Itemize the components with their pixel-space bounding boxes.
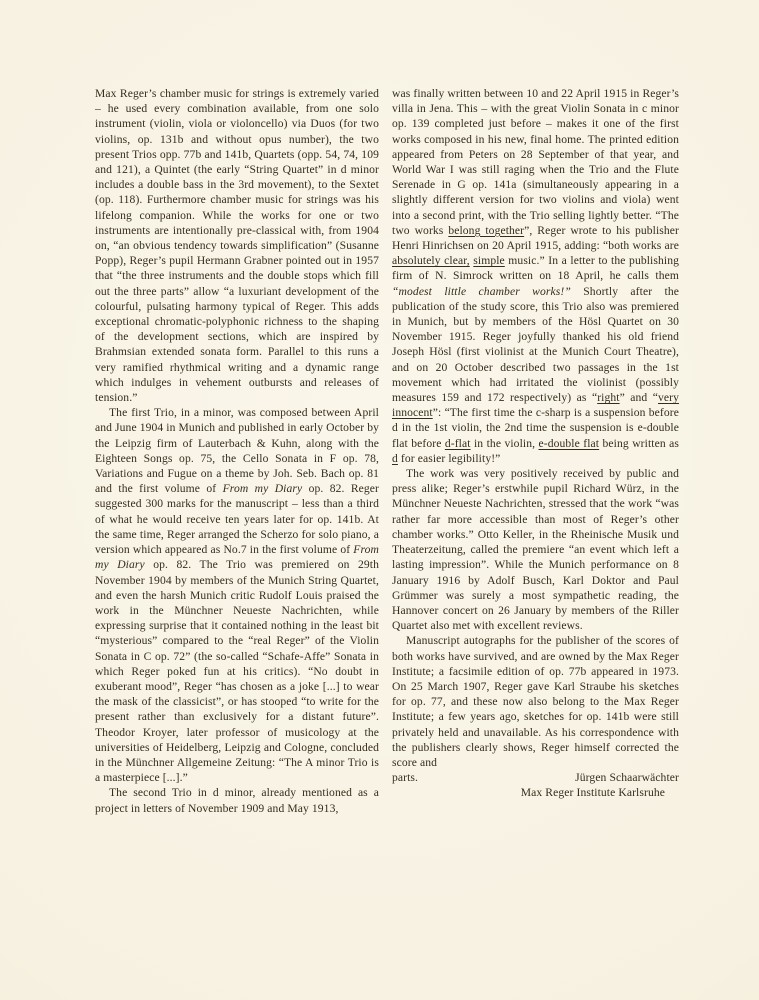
signature-row xyxy=(392,770,679,785)
paragraph-closing-word: parts. xyxy=(392,771,419,785)
underlined-text: e-double flat xyxy=(538,436,600,450)
body-text: The first Trio, in a minor, was composed between April and June 1904 in Munich and published in early October by the Leipzig firm of Lauterbach & Kuhn, along with the Eighteen Songs op. 75, the Cello Sonata in F op. 78, Variations and Fugue on a theme by Joh. Seb. Bach op. 81 and the first volume of xyxy=(95,406,379,496)
paragraph xyxy=(392,86,679,466)
underlined-text: belong together xyxy=(448,223,525,237)
body-text: Manuscript autographs for the publisher of the scores of both works have survived, and are owned by the Max Reger Institute; a facsimile edition of op. 77b appeared in 1973. On 25 March 1907, Reger gave Karl Straube his sketches for op. 77, and these now also belong to the Max Reger Institute; a few years ago, sketches for op. 141b were still privately held and unavailable. As his correspondence with the publishers clearly shows, Reger himself corrected the score and xyxy=(392,634,679,769)
underlined-text: d-flat xyxy=(444,436,471,450)
body-text: Shortly after the publication of the study score, this Trio also was premiered in Munich, but by members of the Hösl Quartet on 30 November 1915. Reger joyfully thanked his old friend Joseph Hösl (first violinist at the Munich Court Theatre), and on 20 October described two passages in the 1st movement which had irritated the violinist (possibly measures 159 and 172 respectively) as “ xyxy=(392,284,679,405)
underlined-text: very innocent xyxy=(392,391,680,420)
paragraph xyxy=(95,405,379,785)
signature-author: Jürgen Schaarwächter xyxy=(575,771,679,785)
body-text: in the violin, xyxy=(470,436,539,450)
underlined-text: absolutely clear, xyxy=(392,254,470,268)
paragraph xyxy=(392,466,679,633)
underlined-text: d xyxy=(392,451,398,465)
body-text: Max Reger’s chamber music for strings is extremely varied – he used every combination available, from one solo instrument (violin, viola or violoncello) via Duos (for two violins, op. 131b and without opus number), the two present Trios opp. 77b and 141b, Quartets (opp. 54, 74, 109 and 121), a Quintet (the early “String Quartet” in d minor includes a double bass in the 3rd movement), to the Sextet (op. 118). Furthermore chamber music for strings was his lifelong companion. While the works for one or two instruments are intentionally pre-classical with, from 1904 on, “an obvious tendency towards simplification” (Susanne Popp), Reger’s pupil Hermann Grabner pointed out in 1957 that “the three instruments and the double stops which fill out the three parts” allow “a luxuriant development of the colourful, pulsating harmony typical of Reger. This adds exceptional chromatic-polyphonic richness to the shaping of the development sections, which are inspired by Brahmsian extended sonata form. Parallel to this runs a very ramified rhythmical writing and a dynamic range which indulges in vehement outbursts and releases of tension.” xyxy=(95,87,379,405)
underlined-text: right xyxy=(597,391,620,405)
paragraph xyxy=(95,785,379,815)
paragraph xyxy=(392,633,679,770)
underlined-text: simple xyxy=(473,254,505,268)
body-text: ”: “The first time the c-sharp is a suspension before d in the 1st violin, the 2nd time the suspension is e-double flat before xyxy=(392,406,679,450)
body-text: was finally written between 10 and 22 April 1915 in Reger’s villa in Jena. This – with the great Violin Sonata in c minor op. 139 completed just before – makes it one of the first works composed in his new, final home. The printed edition appeared from Peters on 28 September of that year, and World War I was still raging when the Trio and the Flute Serenade in G op. 141a (simultaneously appearing in a slightly different version for two violins and viola) went into a second print, with the Trio selling lightly better. “The two works xyxy=(392,87,679,237)
body-text: being written as xyxy=(599,436,679,450)
body-text: op. 82. The Trio was premiered on 29th November 1904 by members of the Munich String Quartet, and even the harsh Munich critic Rudolf Louis praised the work in the Münchner Neueste Nachrichten, while expressing surprise that it contained nothing in the least bit “mysterious” compared to the “real Reger” of the Violin Sonata in C op. 72” (the so-called “Schafe-Affe” Sonata in which Reger poked fun at his critics). “No doubt in exuberant mood”, Reger “has chosen as a joke [...] to wear the mask of the classicist”, or has stooped “to write for the present rather than exclusively for a distant future”. Theodor Kroyer, later professor of musicology at the universities of Heidelberg, Leipzig and Cologne, concluded in the Münchner Allgemeine Zeitung: “The A minor Trio is a masterpiece [...].” xyxy=(95,558,379,785)
body-text: op. 82. Reger suggested 300 marks for the manuscript – less than a third of what he would receive ten years later for op. 141b. At the same time, Reger arranged the Scherzo for solo piano, a version which appeared as No.7 in the first volume of xyxy=(95,482,380,557)
paragraph xyxy=(95,86,379,405)
italic-text: From my Diary xyxy=(95,543,379,572)
body-text: The work was very positively received by public and press alike; Reger’s erstwhile pupil Richard Würz, in the Münchner Neueste Nachrichten, stressed that the work “was rather far more accessible than most of Reger’s other chamber works.” Otto Keller, in the Rheinische Musik und Theaterzeitung, called the premiere “an event which left a lasting impression”. While the Munich performance on 8 January 1916 by Adolf Busch, Karl Doktor and Paul Grümmer was surely a most sympathetic reading, the Hannover concert on 26 January by members of the Riller Quartet also met with excellent reviews. xyxy=(392,467,679,633)
body-text: ” and “ xyxy=(619,391,658,405)
signature-institution: Max Reger Institute Karlsruhe xyxy=(520,786,665,800)
text-column-right xyxy=(392,86,679,816)
article-text-block xyxy=(95,86,679,816)
text-column-left xyxy=(95,86,379,816)
paragraph-flow-left xyxy=(95,86,379,816)
body-text: for easier legibility!” xyxy=(397,451,501,465)
italic-text: From my Diary xyxy=(222,482,303,496)
italic-text: “modest little chamber works!” xyxy=(392,284,571,298)
paragraph-flow-right xyxy=(392,86,679,770)
body-text: music.” In a letter to the publishing firm of N. Simrock written on 18 April, he calls them xyxy=(392,254,679,283)
body-text: ”, Reger wrote to his publisher Henri Hinrichsen on 20 April 1915, adding: “both works are xyxy=(392,223,679,253)
body-text: The second Trio in d minor, already mentioned as a project in letters of November 1909 and May 1913, xyxy=(95,786,379,815)
